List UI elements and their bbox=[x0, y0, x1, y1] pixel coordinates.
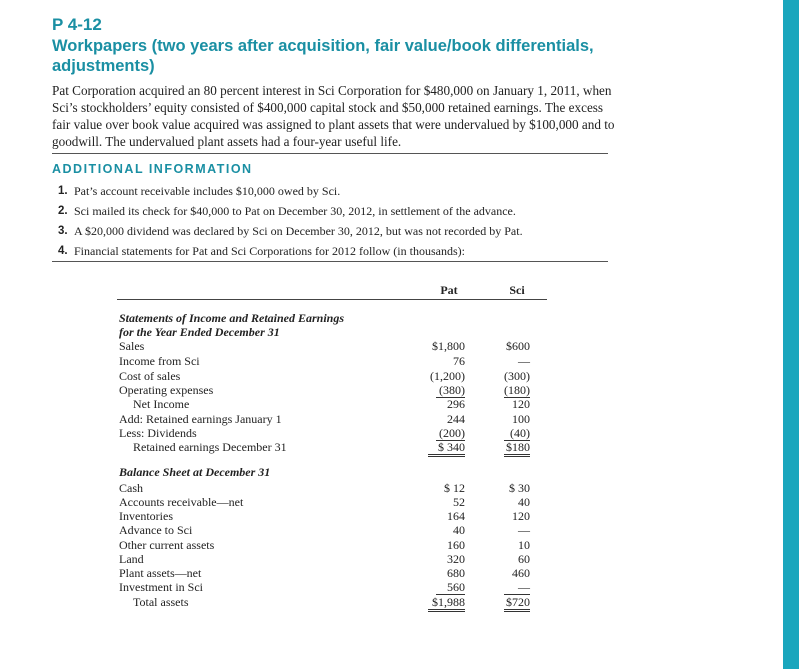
cell-pat-cash: $ 12 bbox=[444, 481, 465, 495]
cell-pat-cost-of-sales: (1,200) bbox=[430, 369, 465, 383]
item-number: 1. bbox=[58, 185, 68, 197]
cell-sci-cost-of-sales: (300) bbox=[504, 369, 530, 383]
row-label-dividends: Less: Dividends bbox=[119, 426, 197, 440]
item-number: 4. bbox=[58, 245, 68, 257]
row-label-sales: Sales bbox=[119, 339, 145, 353]
problem-number: P 4-12 bbox=[52, 15, 102, 34]
list-item bbox=[58, 224, 598, 244]
cell-sci-dividends: (40) bbox=[504, 426, 530, 441]
cell-pat-advance-to-sci: 40 bbox=[453, 523, 465, 537]
row-label-cash: Cash bbox=[119, 481, 143, 495]
column-header-pat: Pat bbox=[440, 283, 458, 297]
income-statement-title: Statements of Income and Retained Earnings bbox=[119, 311, 345, 325]
additional-info-heading: ADDITIONAL INFORMATION bbox=[52, 162, 253, 176]
row-label-net-income: Net Income bbox=[133, 397, 190, 411]
cell-pat-other-current-assets: 160 bbox=[447, 538, 465, 552]
cell-sci-inventories: 120 bbox=[512, 509, 530, 523]
cell-pat-investment-in-sci: 560 bbox=[436, 580, 465, 595]
cell-pat-plant-assets: 680 bbox=[447, 566, 465, 580]
row-label-total-assets: Total assets bbox=[133, 595, 189, 609]
row-label-operating-expenses: Operating expenses bbox=[119, 383, 214, 397]
header-rule bbox=[117, 299, 547, 300]
row-label-land: Land bbox=[119, 552, 144, 566]
cell-sci-sales: $600 bbox=[506, 339, 530, 353]
cell-pat-sales: $1,800 bbox=[432, 339, 465, 353]
cell-sci-retained-earnings-dec: $180 bbox=[504, 440, 530, 457]
item-text: Pat’s account receivable includes $10,000 owed by Sci. bbox=[74, 184, 341, 198]
cell-sci-accounts-receivable: 40 bbox=[518, 495, 530, 509]
cell-sci-net-income: 120 bbox=[512, 397, 530, 411]
list-item bbox=[58, 204, 598, 224]
row-label-advance-to-sci: Advance to Sci bbox=[119, 523, 193, 537]
row-label-retained-earnings-dec: Retained earnings December 31 bbox=[133, 440, 287, 454]
cell-sci-total-assets: $720 bbox=[504, 595, 530, 612]
intro-paragraph: Pat Corporation acquired an 80 percent interest in Sci Corporation for $480,000 on January 1, 2011, when Sci’s stockholders’ equity consisted of $400,000 capital stock and $50,000 retained earnings. The excess fair value over book value acquired was assigned to plant assets that were undervalued by $100,000 and to goodwill. The undervalued plant assets had a four-year useful life. bbox=[52, 83, 615, 149]
cell-pat-total-assets: $1,988 bbox=[428, 595, 465, 612]
cell-pat-dividends: (200) bbox=[436, 426, 465, 441]
cell-sci-retained-earnings-jan: 100 bbox=[512, 412, 530, 426]
additional-info-list bbox=[58, 184, 598, 264]
cell-pat-net-income: 296 bbox=[447, 397, 465, 411]
column-header-sci: Sci bbox=[509, 283, 525, 297]
item-text: Sci mailed its check for $40,000 to Pat on December 30, 2012, in settlement of the advance. bbox=[74, 204, 516, 218]
cell-pat-retained-earnings-jan: 244 bbox=[447, 412, 465, 426]
row-label-income-from-sci: Income from Sci bbox=[119, 354, 200, 368]
row-label-retained-earnings-jan: Add: Retained earnings January 1 bbox=[119, 412, 282, 426]
cell-pat-land: 320 bbox=[447, 552, 465, 566]
page-edge-bar bbox=[783, 0, 799, 669]
list-item bbox=[58, 184, 598, 204]
item-number: 2. bbox=[58, 205, 68, 217]
cell-sci-cash: $ 30 bbox=[509, 481, 530, 495]
balance-sheet-title: Balance Sheet at December 31 bbox=[119, 465, 271, 479]
cell-pat-accounts-receivable: 52 bbox=[453, 495, 465, 509]
item-text: A $20,000 dividend was declared by Sci on December 30, 2012, but was not recorded by Pat. bbox=[74, 224, 523, 238]
cell-sci-income-from-sci: — bbox=[518, 354, 530, 368]
cell-pat-retained-earnings-dec: $ 340 bbox=[428, 440, 465, 457]
cell-sci-land: 60 bbox=[518, 552, 530, 566]
section-divider bbox=[52, 153, 608, 154]
item-number: 3. bbox=[58, 225, 68, 237]
cell-sci-other-current-assets: 10 bbox=[518, 538, 530, 552]
cell-sci-plant-assets: 460 bbox=[512, 566, 530, 580]
problem-title: Workpapers (two years after acquisition, fair value/book differentials, adjustments) bbox=[52, 37, 594, 75]
cell-pat-operating-expenses: (380) bbox=[436, 383, 465, 398]
cell-pat-inventories: 164 bbox=[447, 509, 465, 523]
row-label-cost-of-sales: Cost of sales bbox=[119, 369, 181, 383]
cell-sci-operating-expenses: (180) bbox=[504, 383, 530, 397]
row-label-inventories: Inventories bbox=[119, 509, 173, 523]
row-label-other-current-assets: Other current assets bbox=[119, 538, 215, 552]
cell-pat-income-from-sci: 76 bbox=[453, 354, 465, 368]
cell-sci-advance-to-sci: — bbox=[518, 523, 530, 537]
cell-sci-investment-in-sci: — bbox=[504, 580, 530, 595]
row-label-investment-in-sci: Investment in Sci bbox=[119, 580, 203, 594]
section-divider bbox=[52, 261, 608, 262]
item-text: Financial statements for Pat and Sci Corporations for 2012 follow (in thousands): bbox=[74, 244, 465, 258]
row-label-accounts-receivable: Accounts receivable—net bbox=[119, 495, 244, 509]
income-statement-subtitle: for the Year Ended December 31 bbox=[119, 325, 280, 339]
row-label-plant-assets: Plant assets—net bbox=[119, 566, 202, 580]
